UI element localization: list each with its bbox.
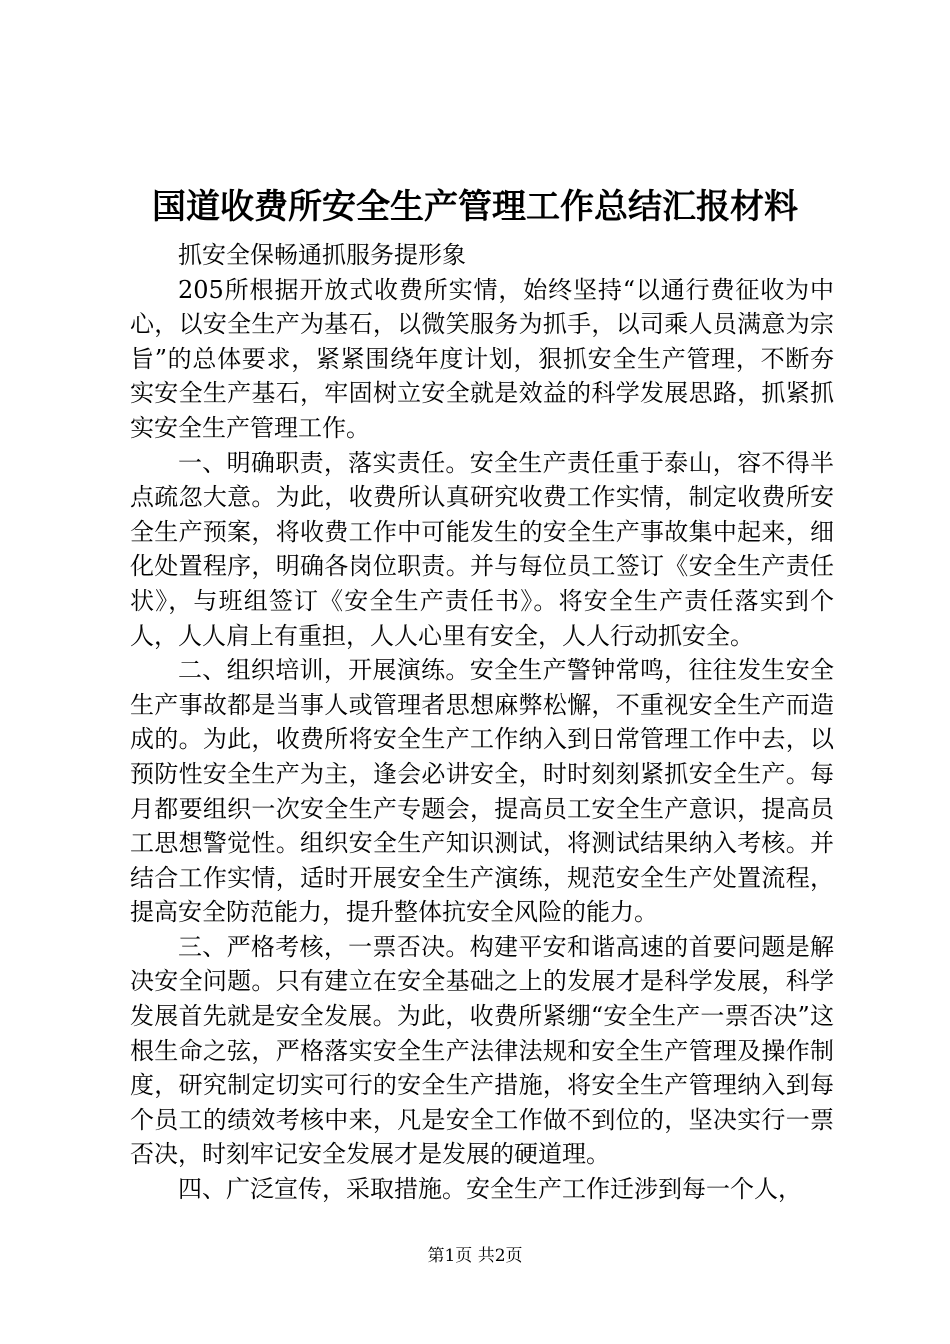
subtitle-paragraph: 抓安全保畅通抓服务提形象 xyxy=(178,241,466,269)
section-three-paragraph: 三、严格考核，一票否决。构建平安和谐高速的首要问题是解决安全问题。只有建立在安全基础之上的发展才是科学发展，科学发展首先就是安全发展。为此，收费所紧绷“安全生产一票否决”这根生命之弦，严格落实安全生产法律法规和安全生产管理及操作制度，研究制定切实可行的安全生产措施，将安全生产管理纳入到每个员工的绩效考核中来，凡是安全工作做不到位的，坚决实行一票否决，时刻牢记安全发展才是发展的硬道理。 xyxy=(130,932,834,1169)
section-two-paragraph: 二、组织培训，开展演练。安全生产警钟常鸣，往往发生安全生产事故都是当事人或管理者思想麻弊松懈，不重视安全生产而造成的。为此，收费所将安全生产工作纳入到日常管理工作中去，以预防性安全生产为主，逢会必讲安全，时时刻刻紧抓安全生产。每月都要组织一次安全生产专题会，提高员工安全生产意识，提高员工思想警觉性。组织安全生产知识测试，将测试结果纳入考核。并结合工作实情，适时开展安全生产演练，规范安全生产处置流程，提高安全防范能力，提升整体抗安全风险的能力。 xyxy=(130,656,834,927)
section-four-paragraph: 四、广泛宣传，采取措施。安全生产工作迁涉到每一个人， xyxy=(178,1175,802,1204)
page-footer: 第1页 共2页 xyxy=(427,1246,523,1266)
section-one-paragraph: 一、明确职责，落实责任。安全生产责任重于泰山，容不得半点疏忽大意。为此，收费所认真研究收费工作实情，制定收费所安全生产预案，将收费工作中可能发生的安全生产事故集中起来，细化处置程序，明确各岗位职责。并与每位员工签订《安全生产责任状》，与班组签订《安全生产责任书》。将安全生产责任落实到个人，人人肩上有重担，人人心里有安全，人人行动抓安全。 xyxy=(130,448,834,650)
intro-paragraph: 205所根据开放式收费所实情，始终坚持“以通行费征收为中心，以安全生产为基石，以微笑服务为抓手，以司乘人员满意为宗旨”的总体要求，紧紧围绕年度计划，狠抓安全生产管理，不断夯实安全生产基石，牢固树立安全就是效益的科学发展思路，抓紧抓实安全生产管理工作。 xyxy=(130,275,834,442)
document-body xyxy=(130,238,834,1207)
document-title: 国道收费所安全生产管理工作总结汇报材料 xyxy=(152,187,798,227)
